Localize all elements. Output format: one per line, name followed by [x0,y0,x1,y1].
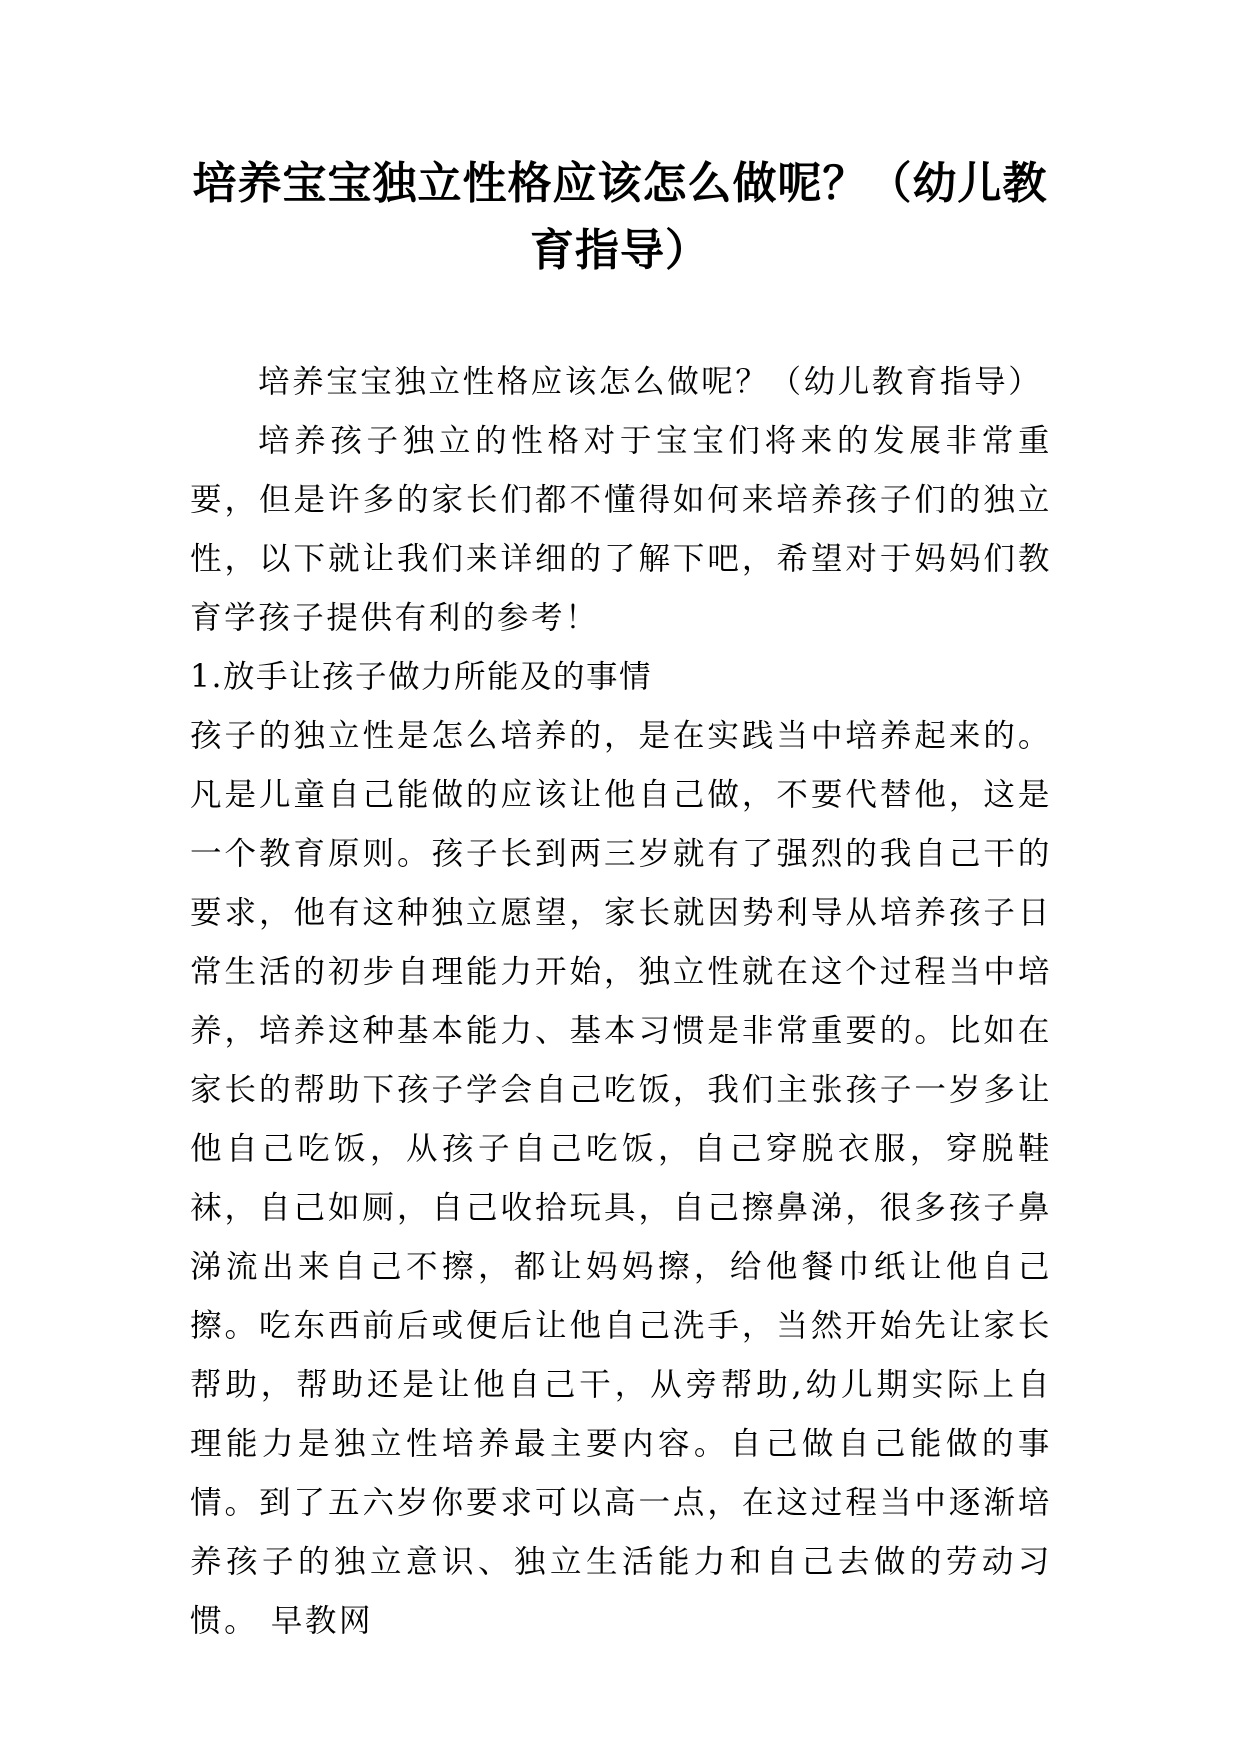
section-paragraph: 孩子的独立性是怎么培养的，是在实践当中培养起来的。凡是儿童自己能做的应该让他自己做，不要代替他，这是一个教育原则。孩子长到两三岁就有了强烈的我自己干的要求，他有这种独立愿望，家长就因势利导从培养孩子日常生活的初步自理能力开始，独立性就在这个过程当中培养，培养这种基本能力、基本习惯是非常重要的。比如在家长的帮助下孩子学会自己吃饭，我们主张孩子一岁多让他自己吃饭，从孩子自己吃饭，自己穿脱衣服，穿脱鞋袜，自己如厕，自己收拾玩具，自己擦鼻涕，很多孩子鼻涕流出来自己不擦，都让妈妈擦，给他餐巾纸让他自己擦。吃东西前后或便后让他自己洗手，当然开始先让家长帮助，帮助还是让他自己干，从旁帮助,幼儿期实际上自理能力是独立性培养最主要内容。自己做自己能做的事情。到了五六岁你要求可以高一点，在这过程当中逐渐培养孩子的独立意识、独立生活能力和自己去做的劳动习惯。 早教网 [190,718,1052,1639]
document-title: 培养宝宝独立性格应该怎么做呢？（幼儿教育指导） [192,158,1048,276]
subtitle-paragraph: 培养宝宝独立性格应该怎么做呢？（幼儿教育指导） [258,364,1043,400]
intro-paragraph: 培养孩子独立的性格对于宝宝们将来的发展非常重要，但是许多的家长们都不懂得如何来培养孩子们的独立性，以下就让我们来详细的了解下吧，希望对于妈妈们教育学孩子提供有利的参考！ [190,423,1052,636]
section-heading: 1.放手让孩子做力所能及的事情 [190,659,653,695]
document-body [190,353,1052,1651]
